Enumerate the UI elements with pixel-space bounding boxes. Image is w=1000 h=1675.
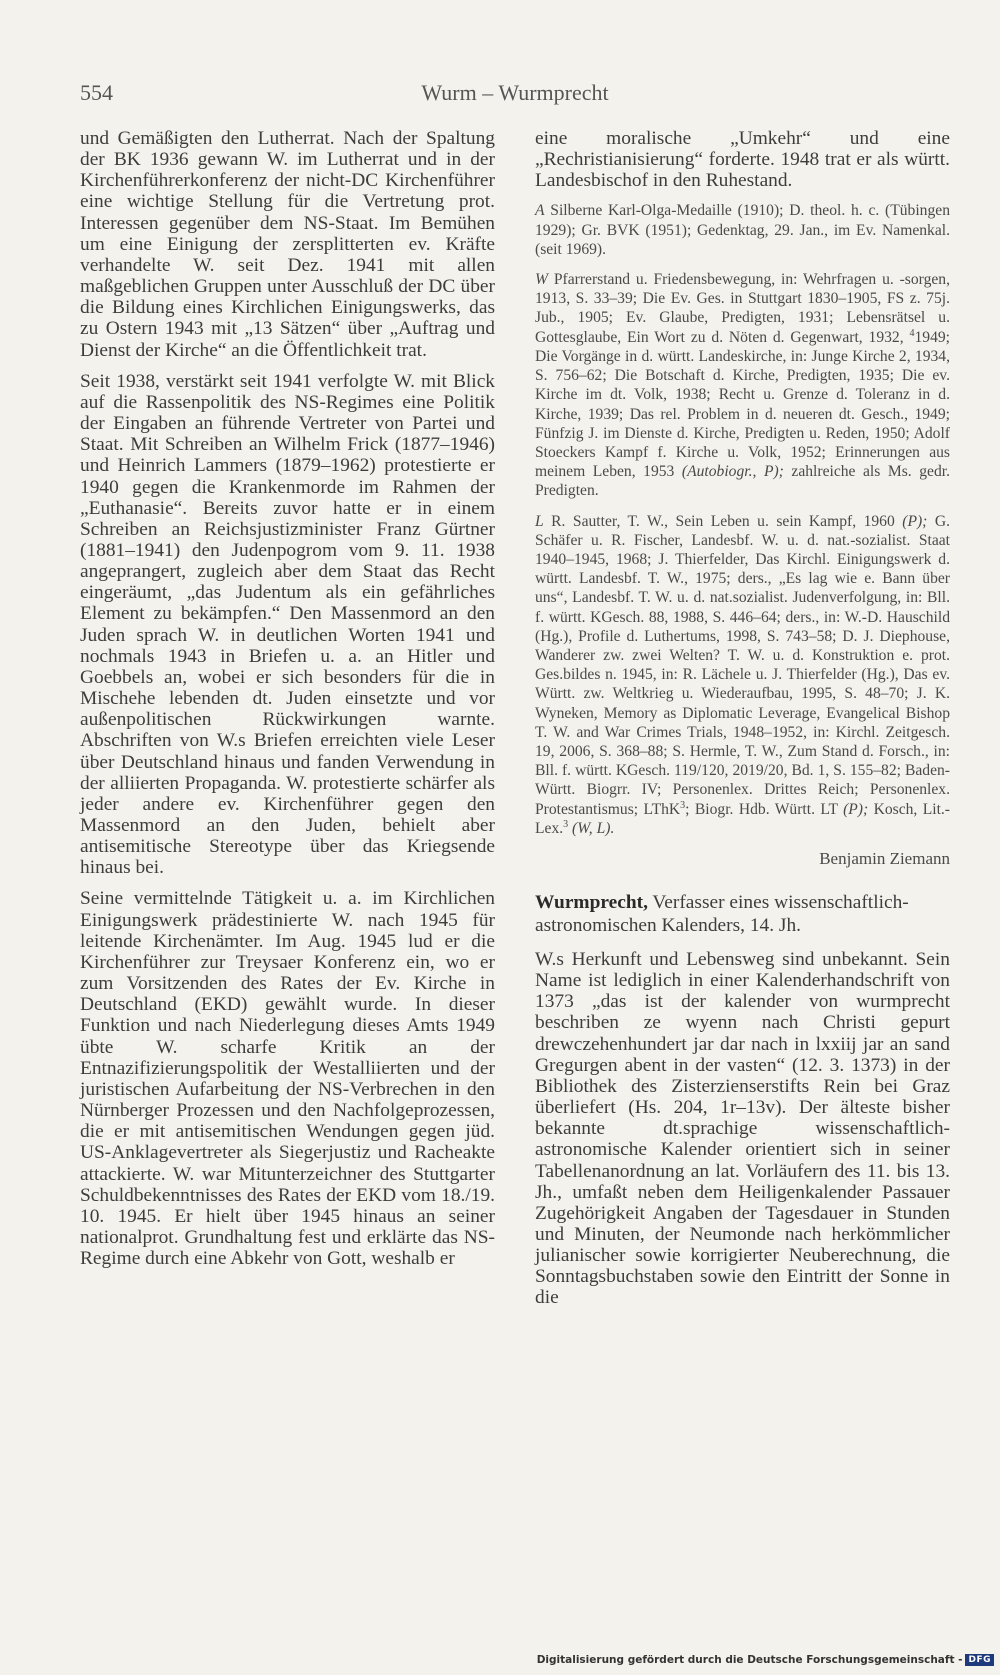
works-text: zahlreiche als Ms. gedr. Predigten. <box>535 463 950 500</box>
works-italic: (Autobiogr., P); <box>681 463 784 481</box>
entry-lemma: Wurmprecht, <box>535 891 648 913</box>
edition-superscript: 3 <box>563 818 569 830</box>
works-text: Pfarrerstand u. Friedensbewegung, in: Wehrfragen u. -sorgen, 1913, S. 33–39; Die Ev. Ges. in Stuttgart 1830–1905, FS z. 75j. Jub., 1905; Ev. Glaube, Predigten, 1931; Lebensrätsel u. Gottesglaube, Ein Wort zu d. Nöten d. Gegenwart, 1932, <box>535 271 950 346</box>
entry-heading <box>535 891 950 937</box>
awards-section <box>535 201 950 259</box>
running-head: Wurm – Wurmprecht <box>421 80 609 105</box>
right-column <box>535 128 950 1319</box>
works-section <box>535 270 950 500</box>
edition-superscript: 4 <box>909 327 915 339</box>
paragraph: eine moralische „Umkehr“ und eine „Rechristianisierung“ forderte. 1948 trat er als württ. Landesbischof in den Ruhestand. <box>535 128 950 192</box>
paragraph: Seine vermittelnde Tätigkeit u. a. im Kirchlichen Einigungswerk prädestinierte W. nach 1945 für leitende Kirchenämter. Im Aug. 1945 lud er die Kirchenführer zur Treysaer Konferenz ein, wo er zum Vorsitzenden des Rates der Ev. Kirche in Deutschland (EKD) gewählt wurde. In dieser Funktion und nach Niederlegung dieses Amts 1949 übte W. scharfe Kritik an der Entnazifizierungspolitik der Westalliierten und der juristischen Aufarbeitung der NS-Verbrechen in den Nürnberger Prozessen und den Nachfolgeprozessen, die er mit antisemitischen Wendungen gegen jüd. US-Anklagevertreter als Siegerjustiz und Racheakte attackierte. W. war Mitunterzeichner des Stuttgarter Schuldbekenntnisses des Rates der EKD vom 18./19. 10. 1945. Er hielt über 1945 hinaus an seiner nationalprot. Grundhaltung fest und erklärte das NS-Regime durch eine Abkehr von Gott, weshalb er <box>80 888 495 1270</box>
literature-italic: (P); <box>843 800 869 818</box>
footer-text: Digitalisierung gefördert durch die Deutsche Forschungsgemeinschaft - <box>536 1654 963 1666</box>
literature-text: Kosch, Lit.-Lex. <box>535 800 951 837</box>
paragraph: und Gemäßigten den Lutherrat. Nach der Spaltung der BK 1936 gewann W. im Lutherrat und in der Kirchenführerkonferenz der nicht-DC Kirchenführer eine wichtige Stellung für die Vertretung prot. Interessen gegenüber dem NS-Staat. Im Bemühen um eine Einigung der zersplitterten ev. Kräfte verhandelte W. seit Dez. 1941 mit allen maßgeblichen Gruppen unter Ausschluß der DC über die Bildung eines Kirchlichen Einigungswerks, das zu Ostern 1943 mit „13 Sätzen“ über „Auftrag und Dienst der Kirche“ an die Öffentlichkeit trat. <box>80 128 495 361</box>
literature-text: G. Schäfer u. R. Fischer, Landesbf. W. u. d. nat.-sozialist. Staat 1940–1945, 1968; J. Thierfelder, Das Kirchl. Einigungswerk d. württ. Landesbf. T. W., 1975; ders., „Es lag wie e. Bann über uns“, Landesbf. T. W. u. d. nat.sozialist. Judenverfolgung, in: Bll. f. württ. KGesch. 88, 1988, S. 446–64; ders., in: W.-D. Hauschild (Hg.), Profile d. Luthertums, 1998, S. 743–58; D. J. Diephouse, Wanderer zw. zwei Welten? T. W. u. d. Konstruktion e. prot. Ges.bildes n. 1945, in: R. Lächele u. J. Thierfelder (Hg.), Das ev. Württ. zw. Weltkrieg u. Wiederaufbau, 1995, S. 48–70; J. K. Wyneken, Memory as Diplomatic Leverage, Evangelical Bishop T. W. and War Crimes Trials, 1948–1952, in: Kirchl. Zeitgesch. 19, 2006, S. 368–88; S. Hermle, T. W., Zum Stand d. Forsch., in: Bll. f. württ. KGesch. 119/120, 2019/20, Bd. 1, S. 155–82; Baden-Württ. Biogrr. IV; Personenlex. Drittes Reich; Personenlex. Protestantismus; LThK <box>535 512 950 818</box>
awards-label: A <box>535 202 545 220</box>
entry-description: Verfasser eines wissenschaftlich-astronomischen Kalenders, 14. Jh. <box>535 891 909 936</box>
digitization-footer <box>537 1654 994 1666</box>
literature-label: L <box>535 512 544 530</box>
edition-superscript: 3 <box>680 799 686 811</box>
paragraph: Seit 1938, verstärkt seit 1941 verfolgte W. mit Blick auf die Rassenpolitik des NS-Regimes eine Politik der Eingaben an führende Vertreter von Partei und Staat. Mit Schreiben an Wilhelm Frick (1877–1946) und Heinrich Lammers (1879–1962) protestierte er 1940 gegen die Krankenmorde im Rahmen der „Euthanasie“. Bereits zuvor hatte er in einem Schreiben an Reichsjustizminister Franz Gürtner (1881–1941) den Judenpogrom vom 9. 11. 1938 angeprangert, zugleich aber dem Staat das Recht eingeräumt, „das Judentum als ein gefährliches Element zu bekämpfen.“ Den Massenmord an den Juden sprach W. in deutlichen Worten 1941 und nochmals 1943 in Briefen u. a. an Hitler und Goebbels an, wobei er sich besonders für die in Mischehe lebenden dt. Juden einsetzte und vor außenpolitischen Rückwirkungen warnte. Abschriften von W.s Briefen erreichten viele Leser über Deutschland hinaus und fanden Verwendung in der alliierten Propaganda. W. protestierte schärfer als jeder andere ev. Kirchenführer gegen den Massenmord an den Juden, behielt aber antisemitische Stereotype über das Kriegsende hinaus bei. <box>80 370 495 879</box>
author-signature: Benjamin Ziemann <box>819 848 950 868</box>
literature-text: ; Biogr. Hdb. Württ. LT <box>685 800 844 818</box>
works-text: 1949; Die Vorgänge in d. württ. Landeskirche, in: Junge Kirche 2, 1934, S. 756–62; Die Botschaft d. Kirche, Predigten, 1935; Die ev. Kirche im dt. Volk, 1938; Recht u. Grenze d. Toleranz in d. Kirche, 1939; Das rel. Problem in d. neueren dt. Gesch., 1949; Fünfzig J. im Dienste d. Kirche, Predigten u. Reden, 1950; Adolf Stoeckers Kampf f. Kirche u. Volk, 1952; Erinnerungen aus meinem Leben, 1953 <box>535 328 950 481</box>
works-label: W <box>535 271 548 289</box>
dfg-logo: DFG <box>965 1654 994 1666</box>
literature-text: R. Sautter, T. W., Sein Leben u. sein Kampf, 1960 <box>543 512 903 530</box>
literature-italic: (P); <box>902 512 928 530</box>
literature-section <box>535 512 950 838</box>
left-column <box>80 128 495 1279</box>
literature-italic: (W, L). <box>568 819 615 837</box>
page-number: 554 <box>80 80 113 105</box>
paragraph: W.s Herkunft und Lebensweg sind unbekannt. Sein Name ist lediglich in einer Kalenderhandschrift von 1373 „das ist der kalender von wurmprecht beschriben ze wyenn nach Christi gepurt drewczehenhundert jar dar nach in lxxiij jar an sand Gregurgen abent in der vasten“ (12. 3. 1373) in der Bibliothek des Zisterzienserstifts Rein bei Graz überliefert (Hs. 204, 1r–13v). Der älteste bisher bekannte dt.sprachige wissenschaftlich-astronomische Kalender orientiert sich in seiner Tabellenanordnung an lat. Vorläufern des 11. bis 13. Jh., umfaßt neben dem Heiligenkalender Passauer Zugehörigkeit Angaben der Tagesdauer in Stunden und Minuten, der Neumonde nach herkömmlicher julianischer sowie korrigierter Neuberechnung, die Sonntagsbuchstaben sowie den Eintritt der Sonne in die <box>535 948 950 1309</box>
awards-text: Silberne Karl-Olga-Medaille (1910); D. theol. h. c. (Tübingen 1929); Gr. BVK (1951); Gedenktag, 29. Jan., im Ev. Namenkal. (seit 1969). <box>535 202 950 258</box>
page-header <box>80 80 950 110</box>
